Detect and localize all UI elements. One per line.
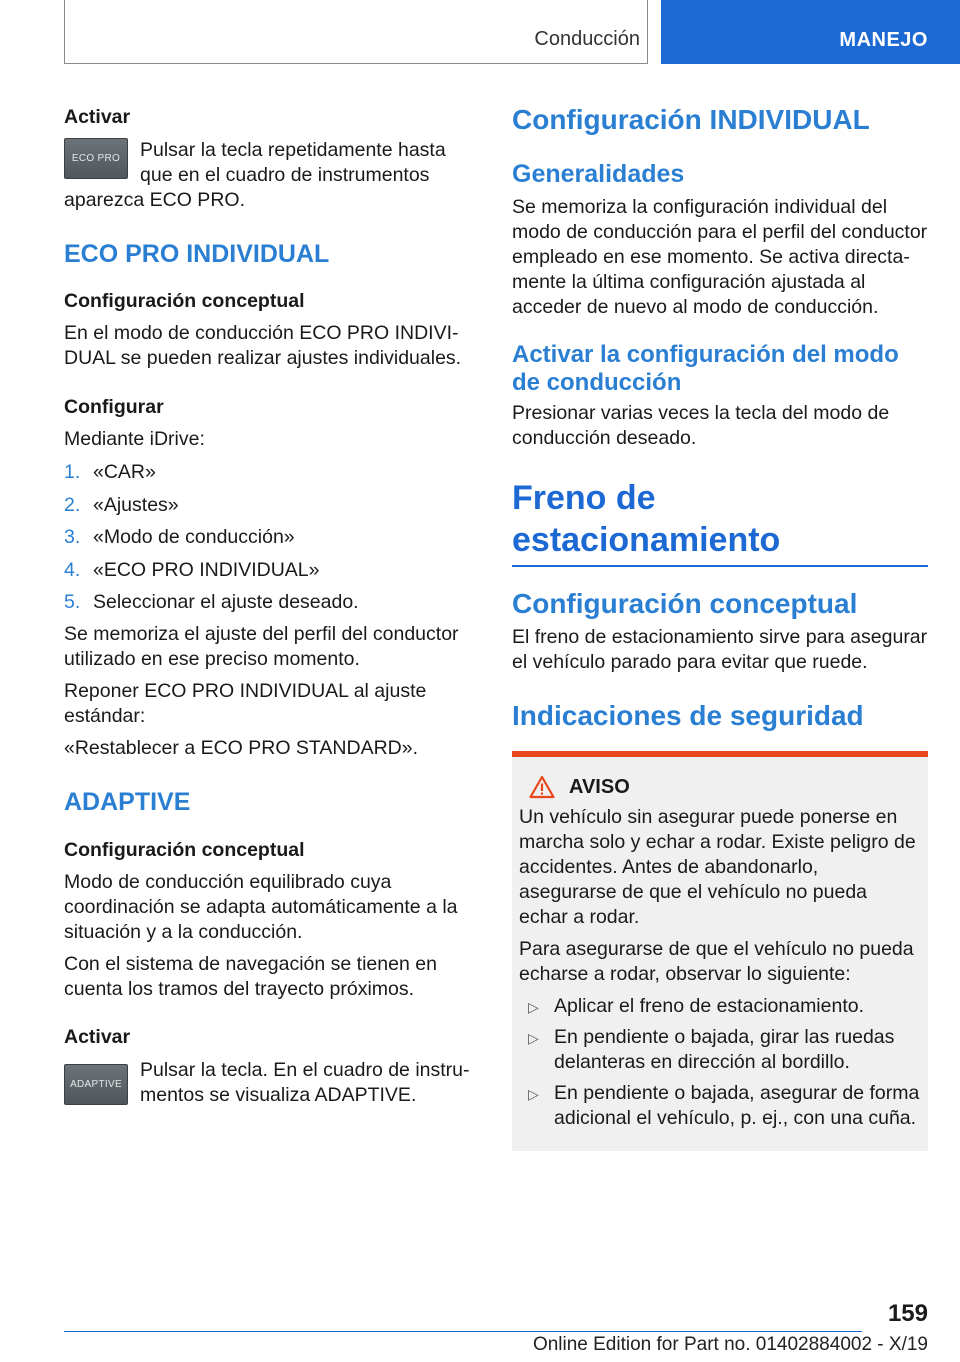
step-number: 3.: [64, 526, 81, 548]
warning-bullet-list: [519, 994, 920, 1131]
concept-text-2: Modo de conducción equilibrado cuya coordinación se adapta automáticamente a la situación y a la conducción.: [64, 870, 458, 943]
step-text: Seleccionar el ajuste deseado.: [93, 591, 359, 613]
reponer-text: Reponer ECO PRO INDIVIDUAL al ajuste estándar:: [64, 679, 427, 727]
list-item: [519, 1081, 920, 1131]
activar-heading-2: Activar: [64, 1025, 131, 1048]
triangle-bullet-icon: ▷: [528, 1030, 539, 1046]
footer-divider: [64, 1331, 862, 1332]
section-divider: [512, 565, 928, 567]
left-column: [64, 100, 474, 1109]
concept-heading-2: Configuración conceptual: [64, 838, 305, 861]
activar-block-2: [64, 1058, 474, 1109]
configurar-text: Mediante iDrive:: [64, 428, 205, 450]
concept-text: En el modo de conducción ECO PRO INDIVIDUAL se pueden realizar ajustes individuales.: [64, 322, 462, 369]
header-section-title: Conducción: [534, 28, 640, 50]
step-text: «CAR»: [93, 461, 156, 483]
warning-title: AVISO: [569, 775, 630, 798]
concepto-text: El freno de estacionamiento sirve para asegurar el vehículo parado para evitar que ruede.: [512, 626, 928, 673]
config-steps-list: [64, 460, 474, 615]
restablecer-text: «Restablecer a ECO PRO STANDARD».: [64, 736, 418, 759]
generalidades-text: Se memoriza la configuración individual del modo de conducción para el perfil del conductor empleado en ese momento. Se activa directamente la última configuración ajustada al acceder de nuevo al modo de conducción.: [512, 196, 928, 318]
step-number: 4.: [64, 558, 81, 581]
list-item: [64, 590, 474, 615]
step-number: 2.: [64, 493, 81, 516]
eco-pro-button-image: ECO PRO: [64, 138, 128, 179]
right-column: [512, 100, 928, 1151]
list-item: [64, 525, 474, 550]
activar-text-2: Pulsar la tecla. En el cuadro de instrumentos se visualiza ADAPTIVE.: [140, 1058, 470, 1106]
seguridad-heading: Indicaciones de seguridad: [512, 700, 864, 731]
list-item: [64, 558, 474, 583]
concept-heading: Configuración conceptual: [64, 290, 305, 312]
triangle-bullet-icon: ▷: [528, 1086, 539, 1102]
step-number: 5.: [64, 591, 81, 613]
freno-heading: Freno de estacionamiento: [512, 479, 781, 559]
triangle-bullet-icon: ▷: [528, 999, 539, 1015]
step-text: «Ajustes»: [93, 493, 179, 516]
bullet-text: Aplicar el freno de estacionamiento.: [554, 995, 865, 1017]
warning-text-2: Para asegurarse de que el vehículo no pueda echarse a rodar, observar lo siguiente:: [519, 938, 914, 985]
adaptive-button-image: ADAPTIVE: [64, 1064, 128, 1105]
step-text: «Modo de conducción»: [93, 526, 295, 548]
step-number: 1.: [64, 461, 81, 483]
bullet-text: En pendiente o bajada, asegurar de forma adicional el vehículo, p. ej., con una cuña.: [554, 1082, 920, 1129]
bullet-text: En pendiente o bajada, girar las ruedas delanteras en dirección al bordillo.: [554, 1026, 895, 1073]
header-chapter-tab[interactable]: MANEJO: [661, 0, 960, 64]
footer-edition-text: Online Edition for Part no. 01402884002 - X/19: [532, 1334, 928, 1355]
individual-heading: Configuración INDIVIDUAL: [512, 104, 870, 135]
list-item: [519, 1025, 920, 1075]
step-text: «ECO PRO INDIVIDUAL»: [93, 558, 320, 581]
warning-box: [512, 751, 928, 1151]
adaptive-heading: ADAPTIVE: [64, 787, 191, 816]
activar-heading: Activar: [64, 106, 131, 128]
warning-text: Un vehículo sin asegurar puede ponerse en marcha solo y echar a rodar. Existe peligro de accidentes. Antes de abandonarlo, asegurarse de que el vehículo no pueda echar a rodar.: [519, 806, 916, 928]
warning-triangle-icon: [529, 775, 555, 799]
generalidades-heading: Generalidades: [512, 160, 685, 188]
warning-title-row: [529, 775, 920, 799]
concepto-heading: Configuración conceptual: [512, 588, 858, 619]
list-item: [64, 493, 474, 518]
page-number: 159: [887, 1300, 928, 1327]
list-item: [519, 994, 920, 1019]
configurar-heading: Configurar: [64, 396, 164, 418]
memo-text: Se memoriza el ajuste del perfil del conductor utilizado en ese preciso momento.: [64, 622, 459, 670]
activar-config-heading: Activar la configuración del modo de conducción: [512, 341, 899, 396]
list-item: [64, 460, 474, 485]
navigation-text: Con el sistema de navegación se tienen en cuenta los tramos del trayecto próximos.: [64, 952, 437, 1000]
eco-pro-individual-heading: ECO PRO INDIVIDUAL: [64, 240, 330, 268]
activar-text: Pulsar la tecla repetidamente hasta que en el cuadro de instrumentos aparezca ECO PRO.: [64, 139, 446, 211]
activar-config-text: Presionar varias veces la tecla del modo de conducción deseado.: [512, 402, 890, 449]
activar-block: [64, 138, 474, 213]
